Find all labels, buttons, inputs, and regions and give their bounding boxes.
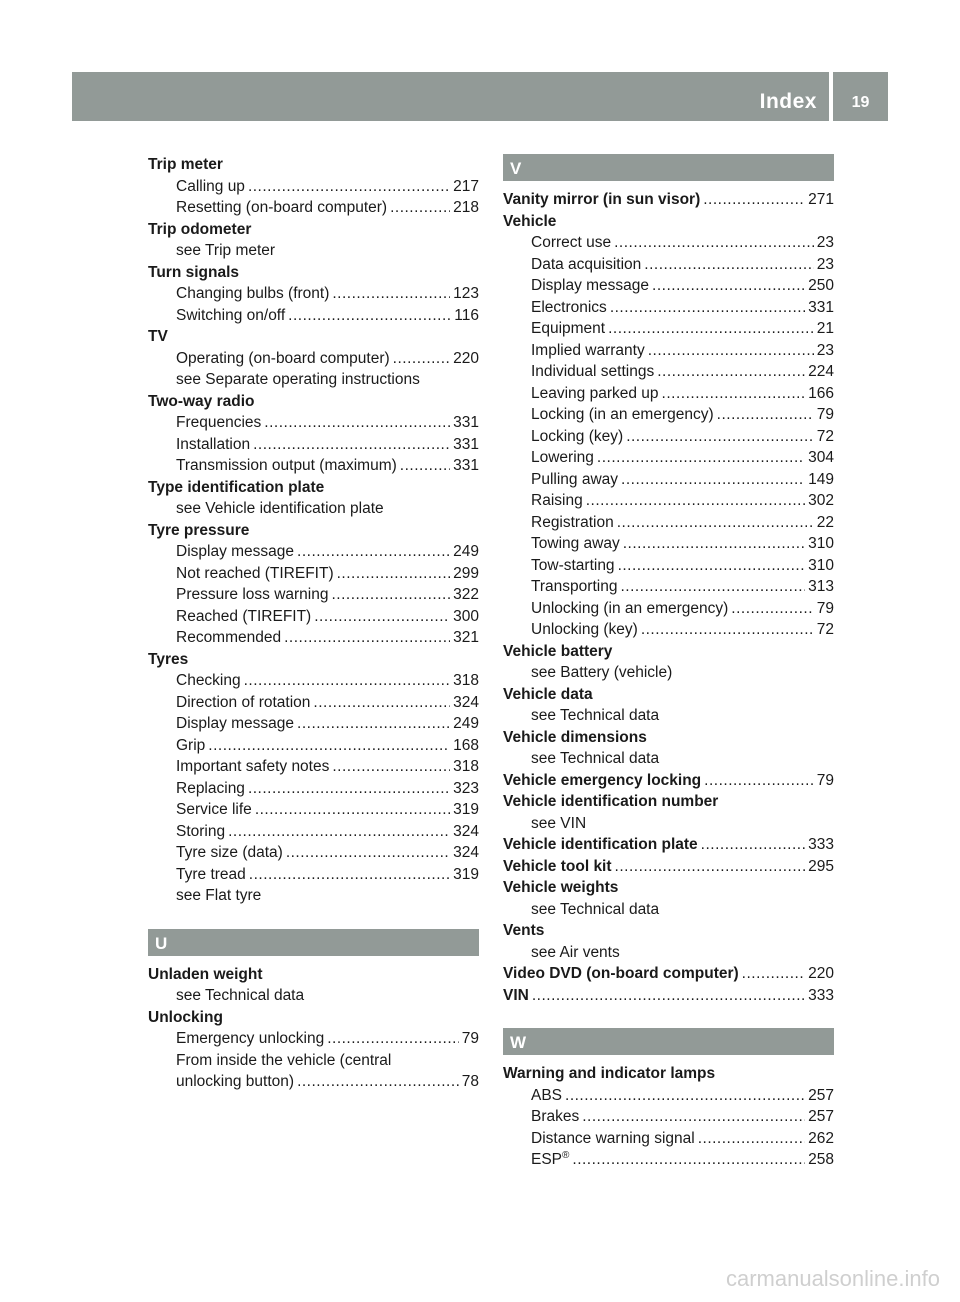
- index-entry[interactable]: Pressure loss warning ..... 322: [148, 584, 479, 606]
- index-entry[interactable]: Storing ..... 324: [148, 821, 479, 843]
- index-entry[interactable]: unlocking button) ..... 78: [148, 1071, 479, 1093]
- index-entry-line: From inside the vehicle (central: [176, 1051, 392, 1069]
- index-entry[interactable]: Vehicle emergency locking ..... 79: [503, 770, 834, 792]
- index-heading: TV: [148, 328, 168, 345]
- index-heading: Two-way radio: [148, 392, 255, 410]
- section-letter-v: V: [503, 154, 834, 181]
- index-entry[interactable]: Locking (in an emergency) ..... 79: [503, 404, 834, 426]
- index-heading: Warning and indicator lamps: [503, 1065, 716, 1082]
- index-entry[interactable]: Electronics ..... 331: [503, 297, 834, 319]
- index-entry[interactable]: Operating (on-board computer) ..... 220: [148, 348, 479, 370]
- index-entry[interactable]: Checking ..... 318: [148, 670, 479, 692]
- index-heading: Tyre pressure: [148, 521, 250, 539]
- index-heading: Vehicle identification number: [503, 793, 719, 810]
- index-entry[interactable]: Brakes ..... 257: [503, 1106, 834, 1128]
- section-letter-w: W: [503, 1028, 834, 1055]
- index-entry[interactable]: Recommended ..... 321: [148, 627, 479, 649]
- index-entry[interactable]: Vanity mirror (in sun visor) ..... 271: [503, 189, 834, 211]
- see-reference[interactable]: see Trip meter: [176, 242, 276, 259]
- index-entry[interactable]: Towing away ..... 310: [503, 533, 834, 555]
- index-entry[interactable]: Tow-starting ..... 310: [503, 555, 834, 577]
- index-entry[interactable]: Distance warning signal ..... 262: [503, 1128, 834, 1150]
- index-entry[interactable]: Transporting ..... 313: [503, 576, 834, 598]
- index-entry[interactable]: Vehicle identification plate ..... 333: [503, 834, 834, 856]
- index-entry[interactable]: Tyre size (data) ..... 324: [148, 842, 479, 864]
- index-heading: Tyres: [148, 650, 189, 668]
- index-entry[interactable]: Individual settings ..... 224: [503, 361, 834, 383]
- index-entry[interactable]: Calling up ..... 217: [148, 176, 479, 198]
- section-letter-u: U: [148, 929, 479, 956]
- index-entry[interactable]: Switching on/off ..... 116: [148, 305, 479, 327]
- index-entry[interactable]: Registration ..... 22: [503, 512, 834, 534]
- index-entry[interactable]: Tyre tread ..... 319: [148, 864, 479, 886]
- index-entry[interactable]: Video DVD (on-board computer) ..... 220: [503, 963, 834, 985]
- index-title: Index: [759, 90, 817, 113]
- index-entry[interactable]: Resetting (on-board computer) ..... 218: [148, 197, 479, 219]
- index-heading: Trip meter: [148, 156, 223, 173]
- index-heading: Trip odometer: [148, 220, 252, 238]
- index-heading: Unlocking: [148, 1008, 223, 1026]
- index-entry[interactable]: Direction of rotation ..... 324: [148, 692, 479, 714]
- see-reference[interactable]: see Technical data: [531, 900, 660, 918]
- index-entry[interactable]: Equipment ..... 21: [503, 318, 834, 340]
- index-column-right: [503, 154, 834, 1171]
- index-entry[interactable]: Transmission output (maximum) ..... 331: [148, 455, 479, 477]
- see-reference[interactable]: see Technical data: [176, 987, 305, 1004]
- index-entry[interactable]: Pulling away ..... 149: [503, 469, 834, 491]
- see-reference[interactable]: see Flat tyre: [176, 887, 262, 904]
- index-heading: Vehicle weights: [503, 879, 619, 896]
- index-entry[interactable]: Display message ..... 250: [503, 275, 834, 297]
- index-entry[interactable]: Data acquisition ..... 23: [503, 254, 834, 276]
- index-column-left: [148, 154, 479, 1093]
- index-heading: Unladen weight: [148, 965, 263, 983]
- index-entry[interactable]: Leaving parked up ..... 166: [503, 383, 834, 405]
- index-entry[interactable]: Unlocking (in an emergency) ..... 79: [503, 598, 834, 620]
- index-entry[interactable]: Correct use ..... 23: [503, 232, 834, 254]
- index-heading: Vehicle data: [503, 685, 593, 703]
- index-entry[interactable]: Grip ..... 168: [148, 735, 479, 757]
- index-entry[interactable]: Vehicle tool kit ..... 295: [503, 856, 834, 878]
- index-heading: Vehicle battery: [503, 642, 613, 660]
- index-entry[interactable]: Implied warranty ..... 23: [503, 340, 834, 362]
- see-reference[interactable]: see Air vents: [531, 943, 620, 961]
- index-entry[interactable]: Display message ..... 249: [148, 541, 479, 563]
- see-reference[interactable]: see Battery (vehicle): [531, 664, 673, 681]
- index-entry[interactable]: Installation ..... 331: [148, 434, 479, 456]
- see-reference[interactable]: see Technical data: [531, 707, 660, 724]
- see-reference[interactable]: see VIN: [531, 814, 587, 832]
- index-entry[interactable]: Lowering ..... 304: [503, 447, 834, 469]
- index-entry[interactable]: ESP® ..... 258: [503, 1149, 834, 1171]
- see-reference[interactable]: see Technical data: [531, 750, 660, 767]
- index-entry[interactable]: Unlocking (key) ..... 72: [503, 619, 834, 641]
- index-entry[interactable]: Important safety notes ..... 318: [148, 756, 479, 778]
- index-heading: Turn signals: [148, 263, 240, 281]
- index-heading: Type identification plate: [148, 478, 325, 496]
- index-heading: Vehicle dimensions: [503, 728, 647, 746]
- index-entry[interactable]: Emergency unlocking ..... 79: [148, 1028, 479, 1050]
- index-entry[interactable]: Display message ..... 249: [148, 713, 479, 735]
- index-entry[interactable]: Service life ..... 319: [148, 799, 479, 821]
- see-reference[interactable]: see Vehicle identification plate: [176, 500, 384, 517]
- index-entry[interactable]: Frequencies ..... 331: [148, 412, 479, 434]
- index-heading: Vents: [503, 922, 545, 939]
- index-entry[interactable]: Changing bulbs (front) ..... 123: [148, 283, 479, 305]
- see-reference[interactable]: see Separate operating instructions: [176, 371, 420, 388]
- page-header: [72, 72, 888, 121]
- index-entry[interactable]: Raising ..... 302: [503, 490, 834, 512]
- index-entry[interactable]: VIN ..... 333: [503, 985, 834, 1007]
- index-entry[interactable]: Reached (TIREFIT) ..... 300: [148, 606, 479, 628]
- index-entry[interactable]: Not reached (TIREFIT) ..... 299: [148, 563, 479, 585]
- index-heading: Vehicle: [503, 212, 557, 230]
- watermark: carmanualsonline.info: [725, 1266, 940, 1291]
- index-entry[interactable]: Locking (key) ..... 72: [503, 426, 834, 448]
- page-number: 19: [851, 94, 870, 111]
- index-entry[interactable]: ABS ..... 257: [503, 1085, 834, 1107]
- index-entry[interactable]: Replacing ..... 323: [148, 778, 479, 800]
